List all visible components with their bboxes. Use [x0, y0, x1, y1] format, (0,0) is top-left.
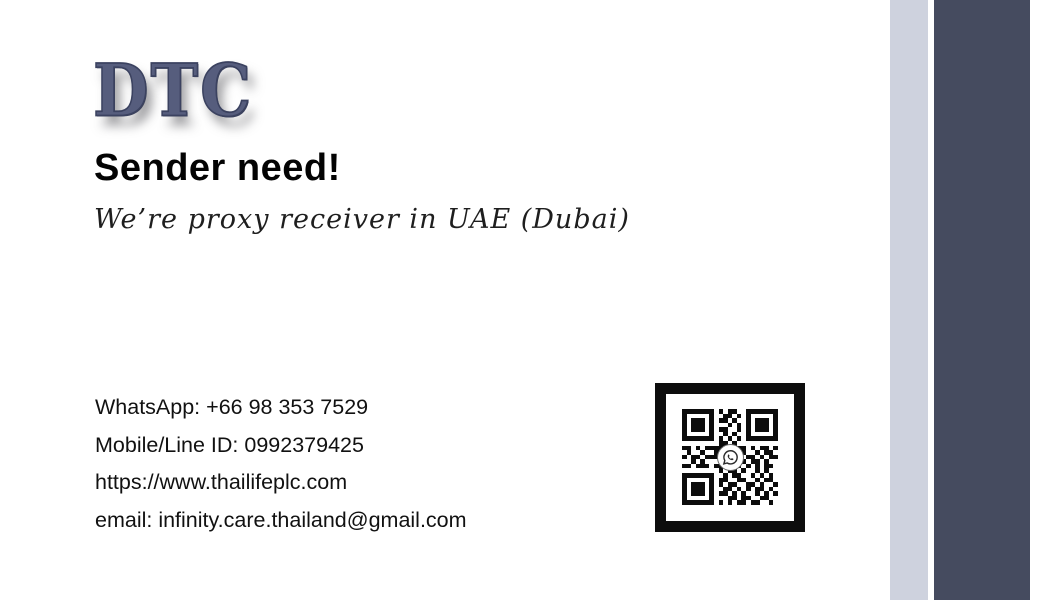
- headline: Sender need!: [94, 147, 341, 189]
- side-bar-light: [890, 0, 928, 600]
- contact-mobile-line: Mobile/Line ID: 0992379425: [95, 432, 364, 457]
- contact-list: [95, 389, 467, 539]
- side-bar-dark: [934, 0, 1030, 600]
- whatsapp-icon: [717, 444, 744, 471]
- subheadline: We’re proxy receiver in UAE (Dubai): [94, 204, 630, 235]
- contact-whatsapp: WhatsApp: +66 98 353 7529: [95, 395, 369, 419]
- contact-email: email: infinity.care.thailand@gmail.com: [95, 507, 467, 532]
- dtc-logo: DTC: [93, 49, 254, 134]
- contact-website: https://www.thailifeplc.com: [95, 470, 348, 494]
- qr-code: [655, 383, 805, 532]
